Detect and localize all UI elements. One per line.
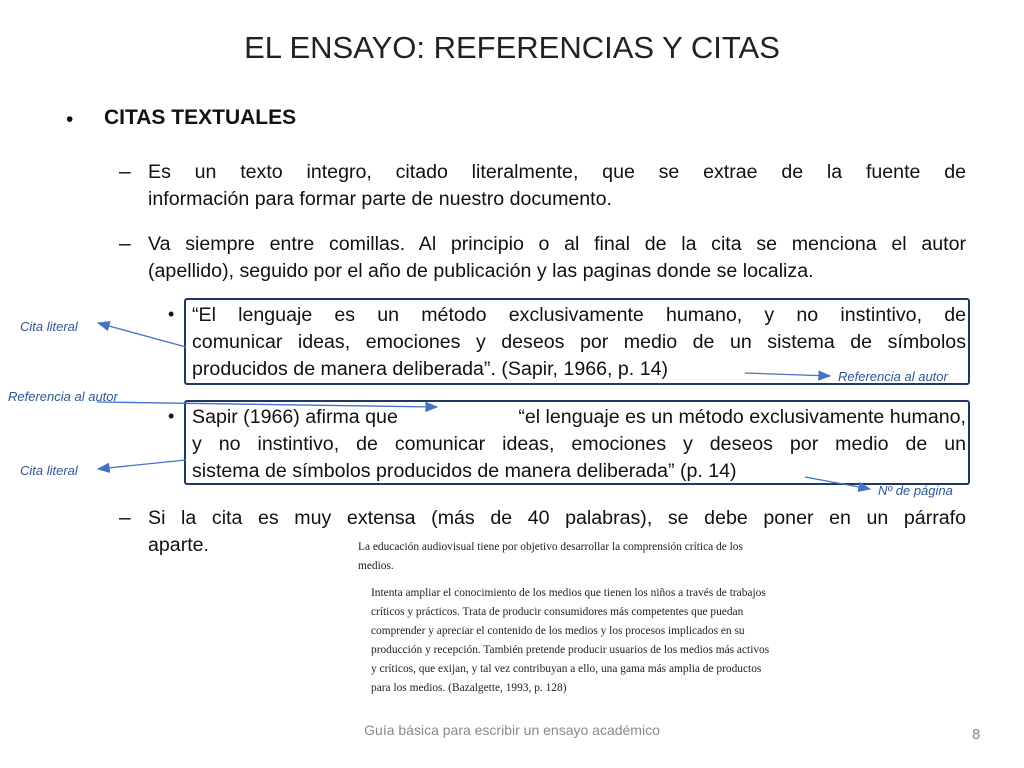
- annotation-cita-literal-1: Cita literal: [20, 319, 78, 334]
- slide-title: EL ENSAYO: REFERENCIAS Y CITAS: [244, 30, 780, 65]
- example1-reference: (Sapir, 1966, p. 14): [501, 358, 669, 380]
- item2-dash: –: [119, 232, 131, 255]
- item1-dash: –: [119, 160, 131, 183]
- item2-line2: (apellido), seguido por el año de publicación y las paginas donde se localiza.: [148, 260, 814, 282]
- excerpt-block-line: y críticos, que exijan, y tal vez contribuyan a ello, una gama más amplia de productos: [371, 663, 762, 675]
- example2-quote-end: sistema de símbolos producidos de manera deliberada”: [192, 460, 675, 482]
- excerpt-block-line: críticos y prácticos. Trata de producir consumidores más competentes que puedan: [371, 606, 744, 618]
- excerpt-intro-line1: La educación audiovisual tiene por objetivo desarrollar la comprensión crítica de los: [358, 541, 743, 553]
- item1-line1: Es un texto integro, citado literalmente, que se extrae de la fuente de: [148, 161, 966, 183]
- arrow-to-cita-literal-1: [98, 323, 186, 347]
- page-number: 8: [972, 726, 981, 743]
- annotation-referencia-autor-left: Referencia al autor: [8, 389, 118, 404]
- example2-quote-start: “el lenguaje es un método exclusivamente humano,: [518, 406, 966, 428]
- example2-page-ref: (p. 14): [679, 460, 737, 482]
- arrow-to-referencia-autor-right: [745, 373, 830, 376]
- annotation-referencia-autor-right: Referencia al autor: [838, 369, 948, 384]
- annotation-num-pagina: Nº de página: [878, 483, 953, 498]
- example2-line2: y no instintivo, de comunicar ideas, emociones y deseos por medio de un: [192, 433, 966, 455]
- section-heading: CITAS TEXTUALES: [104, 106, 297, 129]
- item2-line1: Va siempre entre comillas. Al principio o al final de la cita se menciona el autor: [148, 233, 966, 255]
- item3-line2: aparte.: [148, 534, 210, 556]
- heading-bullet: •: [66, 108, 74, 131]
- example2-author-prefix: Sapir (1966) afirma que: [192, 406, 398, 428]
- excerpt-block-line: comprender y apreciar el contenido de los medios y los procesos implicados en su: [371, 625, 745, 637]
- excerpt-block-line: para los medios. (Bazalgette, 1993, p. 128): [371, 682, 567, 694]
- example1-line1: “El lenguaje es un método exclusivamente humano, y no instintivo, de: [192, 304, 966, 326]
- example2-bullet: •: [168, 406, 175, 426]
- excerpt-intro-line2: medios.: [358, 560, 394, 572]
- excerpt-block-line: Intenta ampliar el conocimiento de los medios que tienen los niños a través de trabajos: [371, 587, 766, 599]
- item1-line2: información para formar parte de nuestro documento.: [148, 188, 612, 210]
- example1-bullet: •: [168, 304, 175, 324]
- footer-text: Guía básica para escribir un ensayo académico: [364, 722, 660, 738]
- excerpt-block-quote: [358, 584, 778, 698]
- excerpt-block-line: producción y recepción. También pretende producir usuarios de los medios más activos: [371, 644, 770, 656]
- arrow-to-num-pagina: [805, 477, 870, 489]
- item3-line1: Si la cita es muy extensa (más de 40 palabras), se debe poner en un párrafo: [148, 507, 966, 529]
- example1-line2: comunicar ideas, emociones y deseos por medio de un sistema de símbolos: [192, 331, 966, 353]
- item3-dash: –: [119, 506, 131, 529]
- long-quote-excerpt: [358, 538, 778, 698]
- example1-quote-end: producidos de manera deliberada”.: [192, 358, 496, 380]
- arrow-to-cita-literal-2: [98, 460, 186, 469]
- arrow-to-referencia-autor-left: [97, 402, 437, 407]
- annotation-cita-literal-2: Cita literal: [20, 463, 78, 478]
